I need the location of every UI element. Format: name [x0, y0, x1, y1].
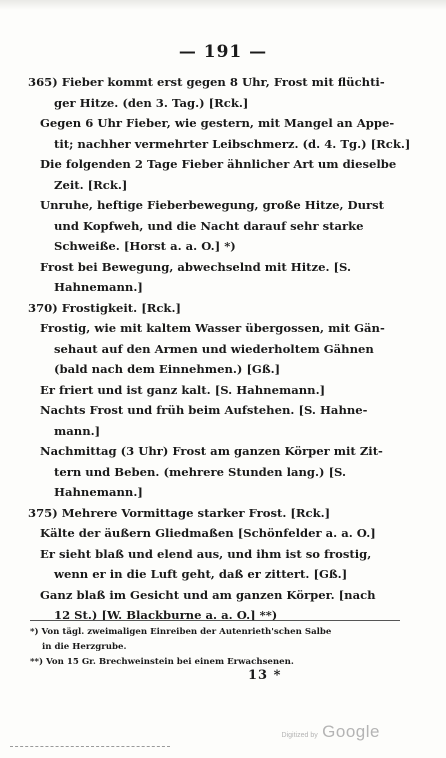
entry-line: Ganz blaß im Gesicht und am ganzen Körper. [nach — [40, 587, 376, 602]
entry-line: tit; nachher vermehrter Leibschmerz. (d. 4. Tg.) [Rck.] — [54, 136, 411, 151]
symptom-entry — [28, 195, 396, 257]
entry-line: Er sieht blaß und elend aus, und ihm ist so frostig, — [40, 546, 372, 561]
symptom-entry — [28, 257, 396, 298]
entry-line: Nachts Frost und früh beim Aufstehen. [S. Hahne- — [40, 403, 368, 417]
footnote-line: *) Von tägl. zweimaligen Einreiben der Autenrieth'schen Salbe — [30, 627, 332, 637]
scan-edge-line — [10, 746, 170, 748]
symptom-entry — [28, 113, 411, 154]
entry-line: Nachmittag (3 Uhr) Frost am ganzen Körper mit Zit- — [40, 444, 383, 458]
page-number: — 191 — — [178, 42, 268, 62]
symptom-entry — [28, 318, 396, 380]
entry-line: mann.] — [54, 423, 101, 438]
entry-line: sehaut auf den Armen und wiederholtem Gähnen — [54, 341, 374, 356]
entry-line: ger Hitze. (den 3. Tag.) [Rck.] — [54, 95, 249, 110]
footnote-line: **) Von 15 Gr. Brechweinstein bei einem Erwachsenen. — [30, 657, 294, 667]
entry-line: tern und Beben. (mehrere Stunden lang.) [S. — [54, 464, 347, 479]
footnote-line: in die Herzgrube. — [42, 642, 127, 652]
entry-line: Gegen 6 Uhr Fieber, wie gestern, mit Mangel an Appe- — [40, 116, 395, 130]
symptom-entry — [28, 400, 396, 441]
symptom-entry — [28, 441, 396, 503]
digitization-watermark — [282, 722, 380, 742]
entry-line: Die folgenden 2 Tage Fieber ähnlicher Art um dieselbe — [40, 157, 397, 171]
symptom-entry — [28, 380, 396, 401]
entry-line: Frost bei Bewegung, abwechselnd mit Hitze. [S. — [40, 259, 352, 274]
numbered-entry — [28, 298, 396, 319]
entry-line: und Kopfweh, und die Nacht darauf sehr starke — [54, 218, 364, 233]
symptom-entry — [28, 523, 396, 544]
symptom-entry — [28, 154, 396, 195]
signature-mark: 13 * — [248, 668, 282, 683]
page-top-edge — [0, 0, 446, 10]
entry-line: 375) Mehrere Vormittage starker Frost. [Rck.] — [28, 505, 331, 520]
watermark-prefix: Digitized by — [281, 732, 318, 739]
entry-line: wenn er in die Luft geht, daß er zittert. [Gß.] — [54, 567, 348, 581]
symptom-entry — [28, 544, 396, 585]
footnotes — [30, 620, 400, 670]
entry-line: Zeit. [Rck.] — [54, 177, 128, 192]
symptom-list — [28, 72, 411, 626]
numbered-entry — [28, 503, 396, 524]
entry-line: Hahnemann.] — [54, 485, 143, 499]
entry-line: Schweiße. [Horst a. a. O.] *) — [54, 239, 236, 253]
entry-line: 370) Frostigkeit. [Rck.] — [28, 300, 181, 315]
entry-line: 365) Fieber kommt erst gegen 8 Uhr, Frost mit flüchti- — [28, 75, 385, 89]
entry-line: Frostig, wie mit kaltem Wasser übergossen, mit Gän- — [40, 321, 385, 335]
entry-line: (bald nach dem Einnehmen.) [Gß.] — [54, 362, 281, 376]
watermark-brand: Google — [322, 722, 380, 741]
entry-line: Unruhe, heftige Fieberbewegung, große Hitze, Durst — [40, 198, 385, 212]
entry-line: Hahnemann.] — [54, 280, 143, 294]
entry-line: Er friert und ist ganz kalt. [S. Hahnemann.] — [40, 382, 326, 397]
entry-line: 12 St.) [W. Blackburne a. a. O.] **) — [54, 608, 278, 622]
entry-line: Kälte der äußern Gliedmaßen [Schönfelder a. a. O.] — [40, 526, 376, 540]
numbered-entry — [28, 72, 396, 113]
